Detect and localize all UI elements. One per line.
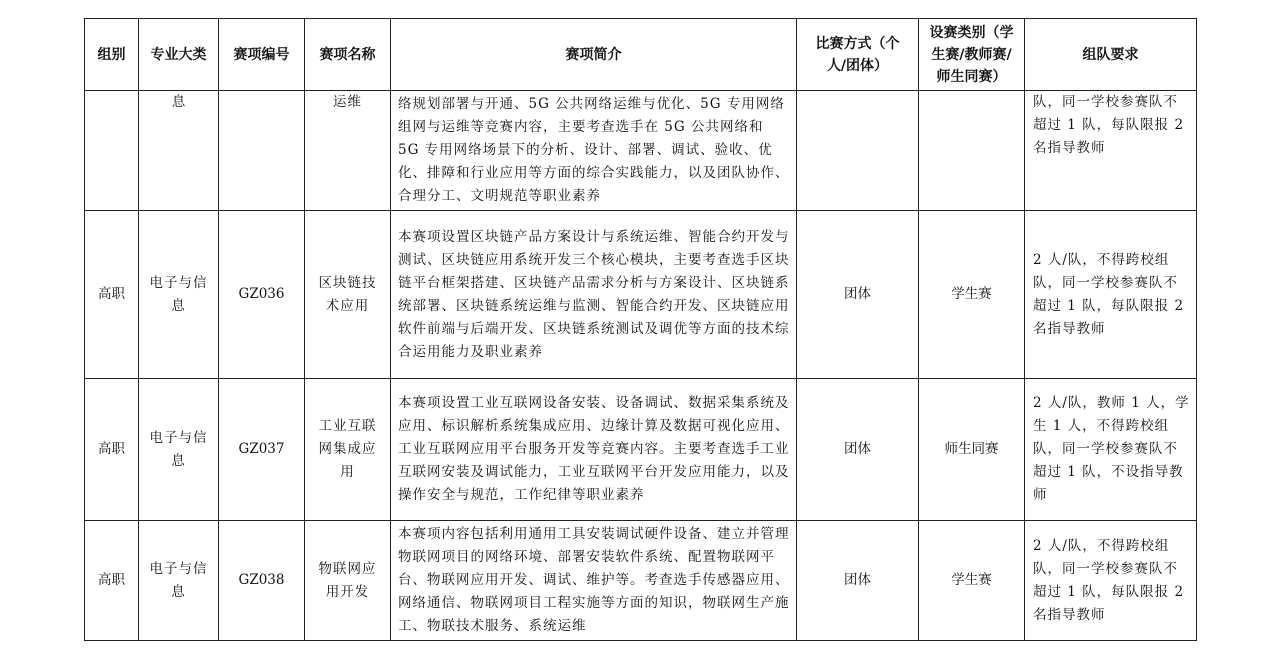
cell-intro: 本赛项设置工业互联网设备安装、设备调试、数据采集系统及应用、标识解析系统集成应用、边缘计算及数据可视化应用、工业互联网应用平台服务开发等竞赛内容。主要考查选手工业互联网安装及调试能力，工业互联网平台开发应用能力，以及操作安全与规范，工作纪律等职业素养 bbox=[391, 379, 797, 521]
cell-name: 工业互联网集成应用 bbox=[305, 379, 391, 521]
cell-code: GZ037 bbox=[219, 379, 305, 521]
table-row bbox=[85, 521, 1197, 641]
table-row bbox=[85, 379, 1197, 521]
cell-team: 2 人/队，教师 1 人，学生 1 人，不得跨校组队，同一学校参赛队不超过 1 队，不设指导教师 bbox=[1025, 379, 1197, 521]
competition-table bbox=[84, 18, 1197, 641]
header-group: 组别 bbox=[85, 19, 139, 91]
cell-code bbox=[219, 91, 305, 211]
cell-intro: 本赛项内容包括利用通用工具安装调试硬件设备、建立并管理物联网项目的网络环境、部署安装软件系统、配置物联网平台、物联网应用开发、调试、维护等。考查选手传感器应用、网络通信、物联网项目工程实施等方面的知识，物联网生产施工、物联技术服务、系统运维 bbox=[391, 521, 797, 641]
cell-mode bbox=[797, 91, 919, 211]
cell-category: 电子与信息 bbox=[139, 211, 219, 379]
cell-group: 高职 bbox=[85, 211, 139, 379]
cell-group bbox=[85, 91, 139, 211]
header-intro: 赛项简介 bbox=[391, 19, 797, 91]
header-name: 赛项名称 bbox=[305, 19, 391, 91]
cell-team: 队，同一学校参赛队不超过 1 队，每队限报 2 名指导教师 bbox=[1025, 91, 1197, 211]
cell-intro: 本赛项设置区块链产品方案设计与系统运维、智能合约开发与测试、区块链应用系统开发三个核心模块，主要考查选手区块链平台框架搭建、区块链产品需求分析与方案设计、区块链系统部署、区块链系统运维与监测、智能合约开发、区块链应用软件前端与后端开发、区块链系统测试及调优等方面的技术综合运用能力及职业素养 bbox=[391, 211, 797, 379]
cell-name: 物联网应用开发 bbox=[305, 521, 391, 641]
table-row bbox=[85, 91, 1197, 211]
cell-name: 区块链技术应用 bbox=[305, 211, 391, 379]
cell-category: 息 bbox=[139, 91, 219, 211]
cell-name: 运维 bbox=[305, 91, 391, 211]
cell-group: 高职 bbox=[85, 379, 139, 521]
cell-type: 师生同赛 bbox=[919, 379, 1025, 521]
table-row bbox=[85, 211, 1197, 379]
cell-mode: 团体 bbox=[797, 379, 919, 521]
cell-team: 2 人/队，不得跨校组队，同一学校参赛队不超过 1 队，每队限报 2 名指导教师 bbox=[1025, 211, 1197, 379]
cell-group: 高职 bbox=[85, 521, 139, 641]
cell-code: GZ038 bbox=[219, 521, 305, 641]
header-category: 专业大类 bbox=[139, 19, 219, 91]
cell-type: 学生赛 bbox=[919, 211, 1025, 379]
header-mode: 比赛方式（个人/团体） bbox=[797, 19, 919, 91]
cell-team: 2 人/队，不得跨校组队，同一学校参赛队不超过 1 队，每队限报 2 名指导教师 bbox=[1025, 521, 1197, 641]
header-team: 组队要求 bbox=[1025, 19, 1197, 91]
header-row bbox=[85, 19, 1197, 91]
cell-category: 电子与信息 bbox=[139, 521, 219, 641]
cell-mode: 团体 bbox=[797, 211, 919, 379]
header-code: 赛项编号 bbox=[219, 19, 305, 91]
cell-code: GZ036 bbox=[219, 211, 305, 379]
cell-type bbox=[919, 91, 1025, 211]
cell-intro: 络规划部署与开通、5G 公共网络运维与优化、5G 专用网络组网与运维等竞赛内容，主要考查选手在 5G 公共网络和 5G 专用网络场景下的分析、设计、部署、调试、验收、优化、排障和行业应用等方面的综合实践能力，以及团队协作、合理分工、文明规范等职业素养 bbox=[391, 91, 797, 211]
header-type: 设赛类别（学生赛/教师赛/师生同赛） bbox=[919, 19, 1025, 91]
cell-type: 学生赛 bbox=[919, 521, 1025, 641]
cell-mode: 团体 bbox=[797, 521, 919, 641]
cell-category: 电子与信息 bbox=[139, 379, 219, 521]
